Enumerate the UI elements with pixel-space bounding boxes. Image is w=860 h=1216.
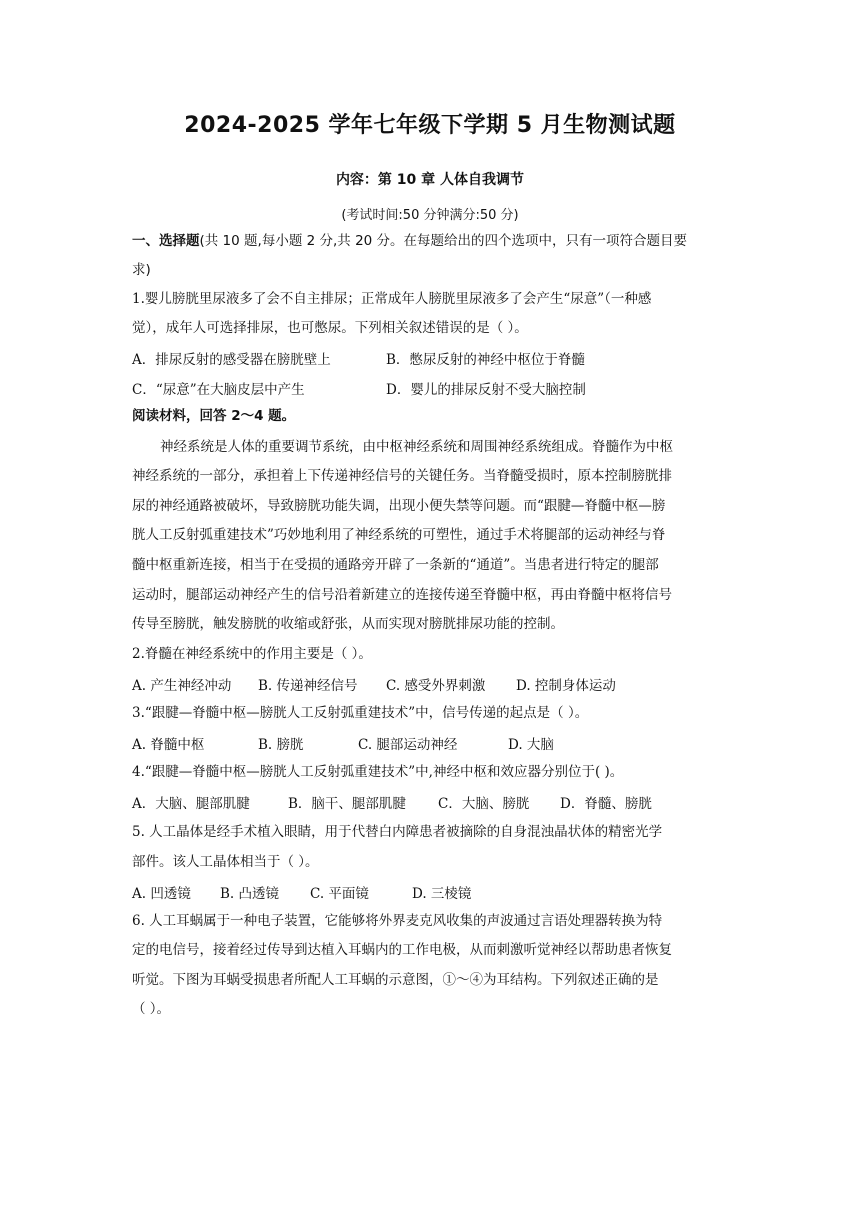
question-5-option-b: B. 凸透镜 (220, 886, 280, 902)
question-1-option-c: C．“尿意”在大脑皮层中产生 (132, 382, 305, 398)
section-heading-text: (共 10 题,每小题 2 分,共 20 分。在每题给出的四个选项中，只有一项符合题目要 (199, 233, 688, 249)
question-3-option-b: B. 膀胱 (258, 737, 304, 753)
question-2-stem: 2.脊髓在神经系统中的作用主要是（ ）。 (132, 646, 372, 662)
page-subtitle: 内容：第 10 章 人体自我调节 (335, 172, 525, 188)
question-5-option-a: A. 凹透镜 (132, 886, 191, 902)
question-4-option-d: D．脊髓、膀胱 (560, 796, 652, 812)
question-2-options (132, 674, 752, 694)
exam-time-note: (考试时间:50 分钟满分:50 分) (341, 208, 519, 223)
question-6-stem-line3: 听觉。下图为耳蜗受损患者所配人工耳蜗的示意图，①～④为耳结构。下列叙述正确的是 (132, 972, 659, 988)
question-4-option-a: A．大脑、腿部肌腱 (132, 796, 250, 812)
question-2-option-d: D. 控制身体运动 (516, 678, 616, 694)
reading-paragraph-line5: 髓中枢重新连接，相当于在受损的通路旁开辟了一条新的“通道”。当患者进行特定的腿部 (132, 557, 659, 573)
question-1-stem-line1: 1.婴儿膀胱里尿液多了会不自主排尿；正常成年人膀胱里尿液多了会产生“尿意”（一种感 (132, 291, 652, 307)
section-heading-label: 一、选择题 (132, 233, 200, 249)
question-6-stem-line2: 定的电信号，接着经过传导到达植入耳蜗内的工作电极，从而刺激听觉神经以帮助患者恢复 (132, 942, 672, 958)
question-3-options (132, 733, 752, 753)
question-4-option-c: C．大脑、膀胱 (438, 796, 530, 812)
question-3-option-d: D. 大脑 (508, 737, 554, 753)
reading-paragraph-line4: 胱人工反射弧重建技术”巧妙地利用了神经系统的可塑性，通过手术将腿部的运动神经与脊 (132, 527, 666, 543)
reading-paragraph-line7: 传导至膀胱，触发膀胱的收缩或舒张，从而实现对膀胱排尿功能的控制。 (132, 616, 564, 632)
section-heading-line2: 求) (132, 262, 151, 278)
question-2-option-a: A. 产生神经冲动 (132, 678, 232, 694)
question-5-stem-line2: 部件。该人工晶体相当于（ ）。 (132, 854, 319, 870)
question-5-options (132, 882, 752, 902)
question-2-option-b: B. 传递神经信号 (258, 678, 358, 694)
question-1-option-d: D．婴儿的排尿反射不受大脑控制 (386, 382, 586, 398)
reading-paragraph-line2: 神经系统的一部分，承担着上下传递神经信号的关键任务。当脊髓受损时，原本控制膀胱排 (132, 468, 672, 484)
question-3-option-a: A. 脊髓中枢 (132, 737, 205, 753)
question-1-stem-line2: 觉），成年人可选择排尿，也可憋尿。下列相关叙述错误的是（ ）。 (132, 320, 528, 336)
question-6-stem-line1: 6. 人工耳蜗属于一种电子装置，它能够将外界麦克风收集的声波通过言语处理器转换为特 (132, 913, 663, 929)
question-4-stem: 4.“跟腱—脊髓中枢—膀胱人工反射弧重建技术”中,神经中枢和效应器分别位于( )。 (132, 764, 624, 780)
question-6-stem-line4: （ ）。 (132, 1001, 171, 1017)
question-1-option-a: A．排尿反射的感受器在膀胱壁上 (132, 352, 331, 368)
question-1-options-row2 (132, 378, 752, 398)
reading-paragraph-line3: 尿的神经通路被破坏，导致膀胱功能失调，出现小便失禁等问题。而“跟腱—脊髓中枢—膀 (132, 498, 666, 514)
question-1-option-b: B．憋尿反射的神经中枢位于脊髓 (386, 352, 585, 368)
question-5-option-d: D. 三棱镜 (412, 886, 472, 902)
question-5-stem-line1: 5. 人工晶体是经手术植入眼睛，用于代替白内障患者被摘除的自身混浊晶状体的精密光学 (132, 824, 663, 840)
question-4-option-b: B．脑干、腿部肌腱 (288, 796, 406, 812)
question-3-stem: 3.“跟腱—脊髓中枢—膀胱人工反射弧重建技术”中，信号传递的起点是（ ）。 (132, 705, 589, 721)
question-3-option-c: C. 腿部运动神经 (358, 737, 458, 753)
page-title: 2024-2025 学年七年级下学期 5 月生物测试题 (184, 113, 676, 138)
question-1-options-row1 (132, 348, 752, 368)
reading-paragraph-line6: 运动时，腿部运动神经产生的信号沿着新建立的连接传递至脊髓中枢，再由脊髓中枢将信号 (132, 587, 672, 603)
reading-paragraph-line1: 神经系统是人体的重要调节系统，由中枢神经系统和周围神经系统组成。脊髓作为中枢 (160, 439, 673, 455)
question-4-options (132, 792, 752, 812)
question-5-option-c: C. 平面镜 (310, 886, 369, 902)
question-2-option-c: C. 感受外界刺激 (386, 678, 486, 694)
section-heading (132, 231, 732, 251)
reading-intro: 阅读材料，回答 2～4 题。 (132, 408, 296, 424)
